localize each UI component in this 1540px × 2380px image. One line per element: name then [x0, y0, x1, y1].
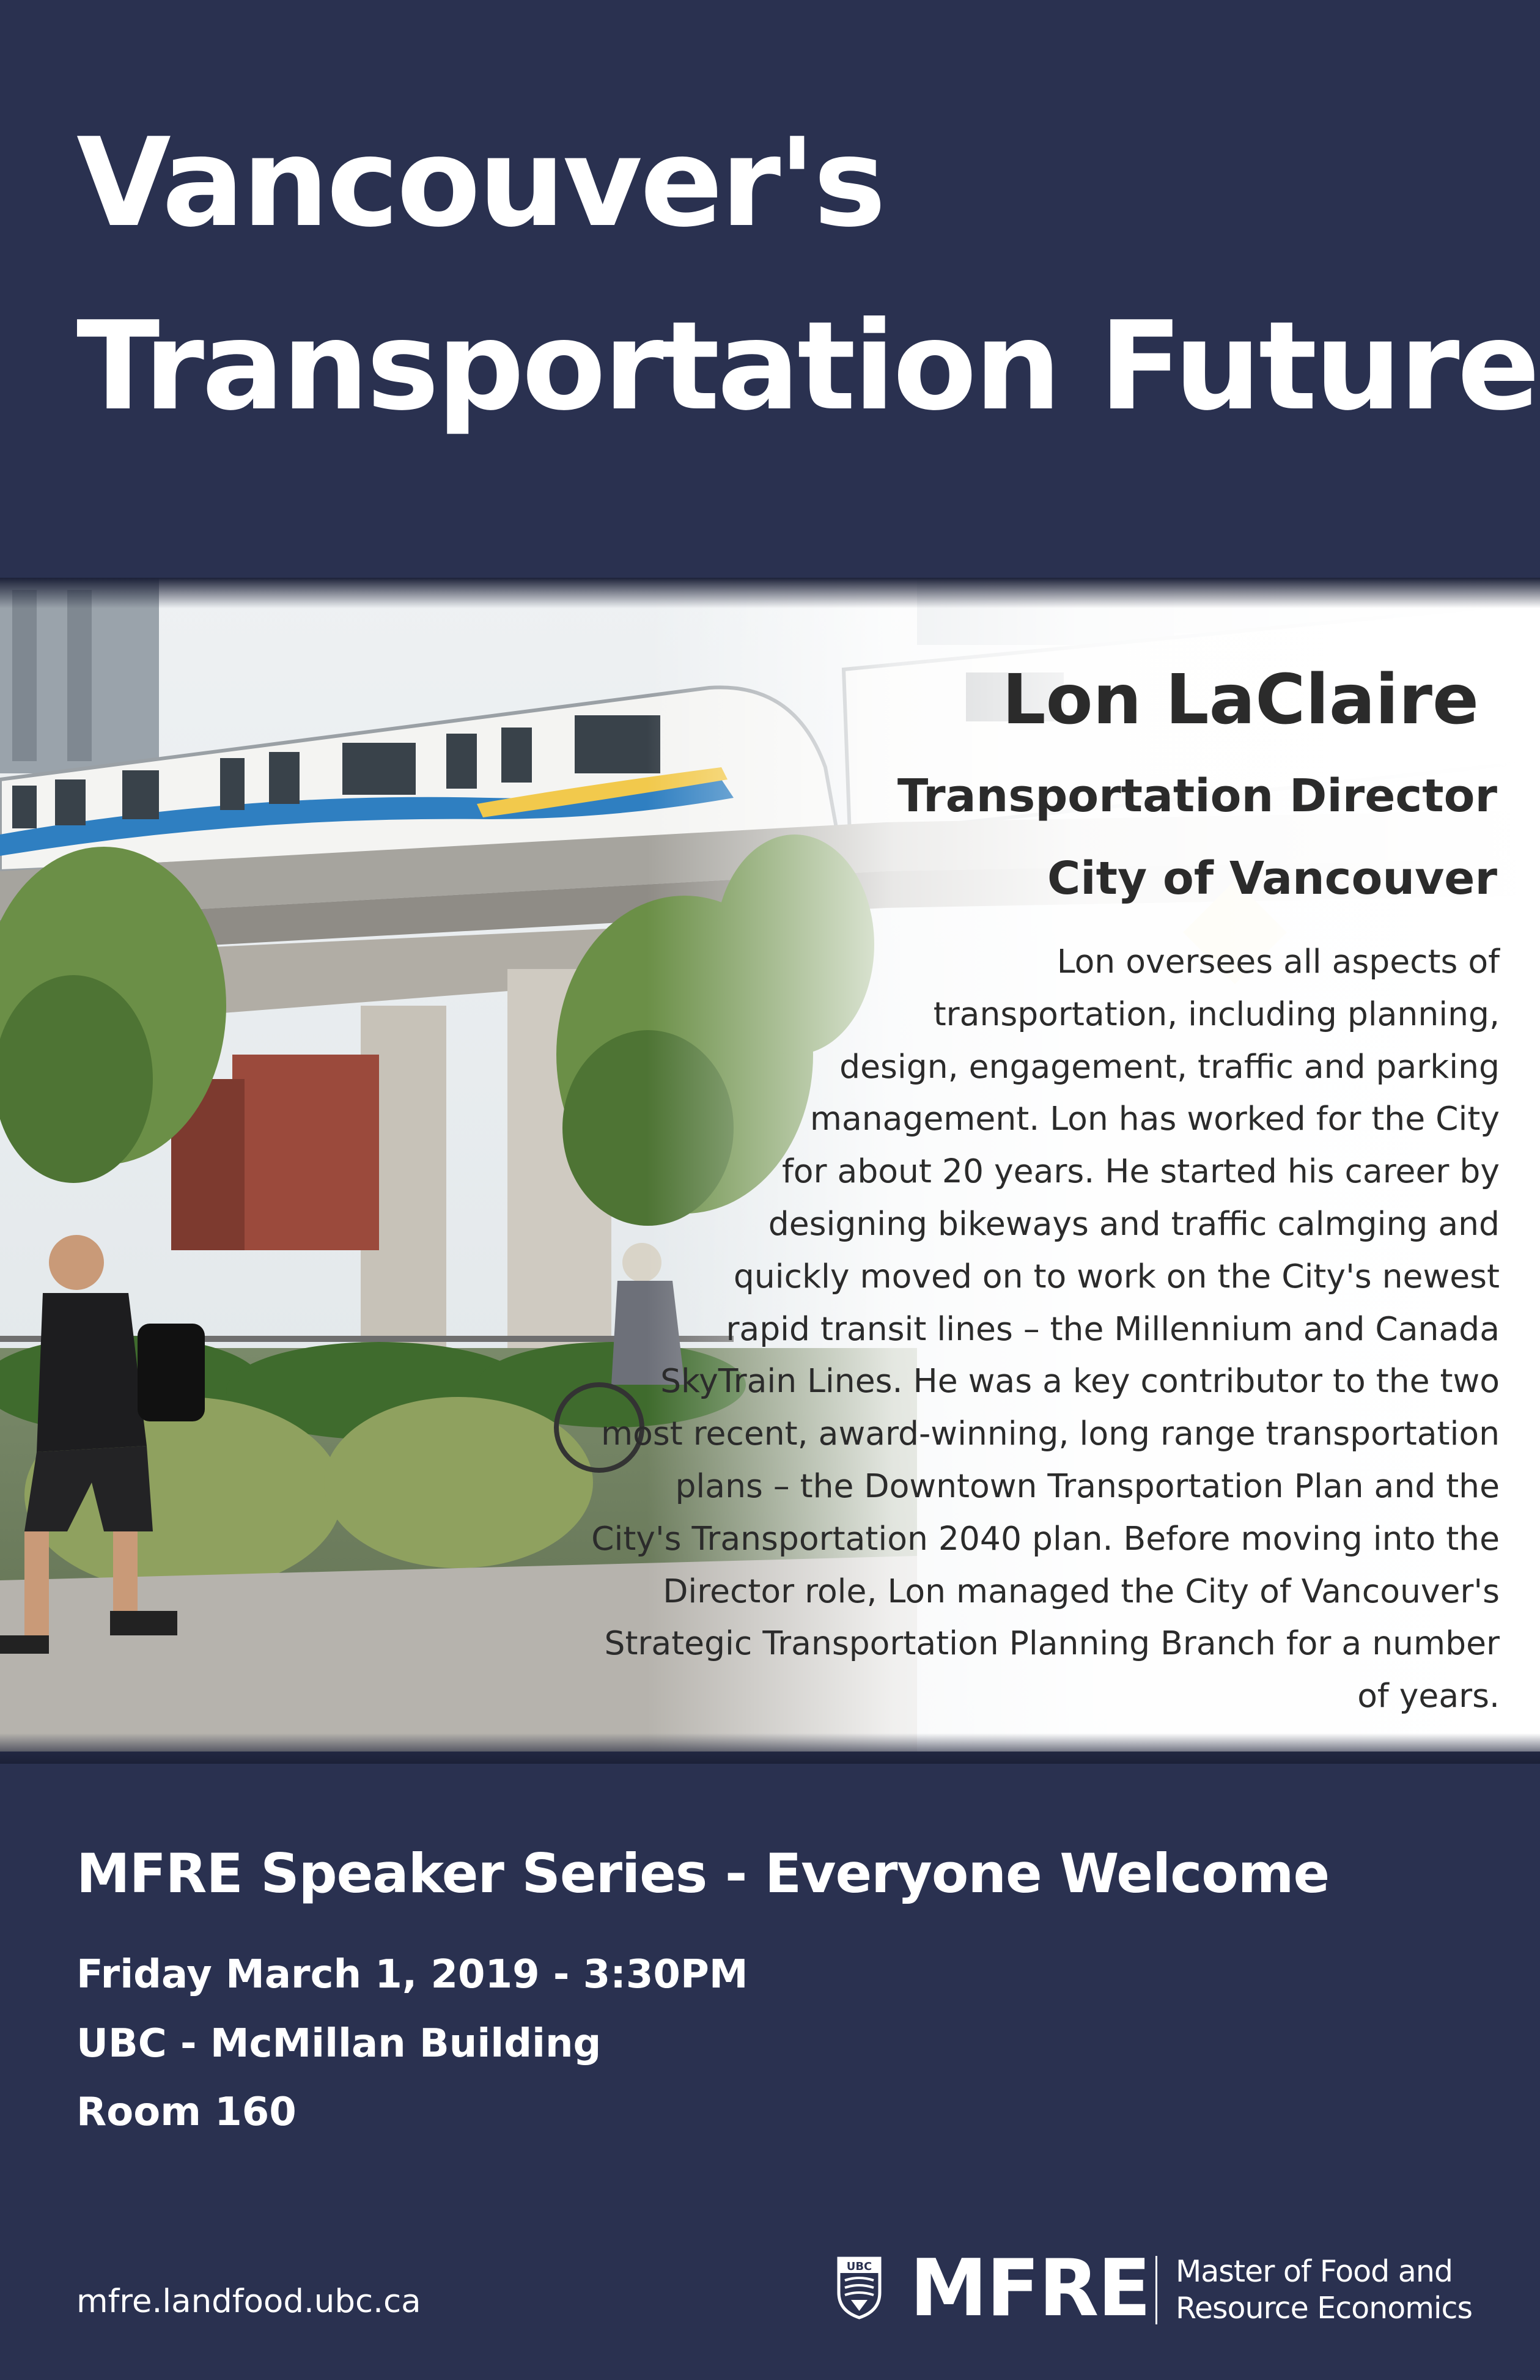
event-building: UBC - McMillan Building: [76, 2021, 602, 2066]
program-name-line-2: Resource Economics: [1176, 2291, 1473, 2326]
bio-line: designing bikeways and traffic calmging and: [768, 1204, 1500, 1243]
speaker-role: Transportation Director: [897, 770, 1497, 822]
bio-line: for about 20 years. He started his career by: [781, 1152, 1500, 1191]
photo-bottom-shadow: [0, 1733, 1540, 1764]
bio-line: Director role, Lon managed the City of Vancouver's: [663, 1571, 1500, 1610]
speaker-bio: [497, 935, 1500, 1722]
ubc-crest-icon: [836, 2256, 882, 2320]
logo-wordmark: MFRE: [910, 2243, 1150, 2334]
bio-line: transportation, including planning,: [933, 994, 1500, 1033]
title-line-2: Transportation Future: [76, 295, 1538, 438]
program-name: [1176, 2253, 1472, 2327]
title-line-1: Vancouver's: [76, 112, 884, 254]
bio-line: design, engagement, traffic and parking: [839, 1047, 1500, 1086]
page-title: [76, 92, 1538, 459]
bio-line: Strategic Transportation Planning Branch for a number: [604, 1624, 1500, 1663]
series-heading: MFRE Speaker Series - Everyone Welcome: [76, 1842, 1330, 1905]
logo-divider: [1155, 2256, 1157, 2324]
bio-line: of years.: [1357, 1676, 1500, 1715]
event-room: Room 160: [76, 2090, 297, 2135]
photo-top-shadow: [0, 578, 1540, 608]
bio-line: City's Transportation 2040 plan. Before moving into the: [591, 1519, 1500, 1558]
bio-line: Lon oversees all aspects of: [1056, 942, 1500, 981]
bio-line: SkyTrain Lines. He was a key contributor to the two: [660, 1361, 1500, 1401]
ubc-crest-label: UBC: [846, 2260, 872, 2273]
speaker-organization: City of Vancouver: [1047, 852, 1497, 905]
bio-line: quickly moved on to work on the City's newest: [733, 1256, 1500, 1295]
event-date: Friday March 1, 2019 - 3:30PM: [76, 1952, 748, 1997]
program-name-line-1: Master of Food and: [1176, 2254, 1453, 2289]
bio-line: management. Lon has worked for the City: [809, 1099, 1500, 1138]
bio-line: plans – the Downtown Transportation Plan and the: [675, 1466, 1500, 1505]
speaker-name: Lon LaClaire: [1002, 660, 1479, 740]
bio-line: rapid transit lines – the Millennium and Canada: [726, 1309, 1500, 1348]
bio-line: most recent, award-winning, long range transportation: [601, 1414, 1500, 1453]
mfre-logo: [836, 2243, 1503, 2335]
website-link[interactable]: mfre.landfood.ubc.ca: [76, 2283, 421, 2320]
